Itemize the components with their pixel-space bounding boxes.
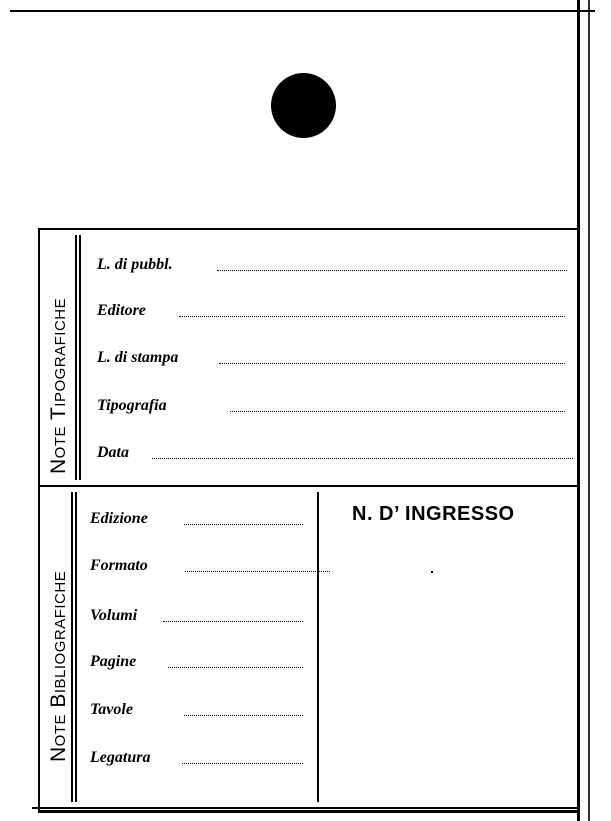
field-label: L. di pubbl.	[97, 256, 173, 273]
numero-ingresso-heading: N. D’ INGRESSO	[352, 503, 515, 525]
field-label: Tavole	[90, 701, 133, 718]
field-luogo-pubblicazione[interactable]	[97, 253, 567, 277]
note-bibliografiche-label: Note Bibliografiche	[47, 570, 70, 762]
field-line[interactable]	[219, 363, 565, 364]
field-editore[interactable]	[97, 299, 565, 323]
field-label: Volumi	[90, 607, 138, 624]
field-line[interactable]	[163, 621, 303, 622]
label-column-rule-top-inner	[79, 235, 81, 480]
field-tipografia[interactable]	[97, 394, 565, 418]
field-data[interactable]	[97, 441, 573, 465]
ingresso-divider	[317, 492, 319, 802]
section-divider	[38, 485, 578, 487]
label-column-rule-bottom-inner	[75, 492, 77, 802]
field-label: Tipografia	[97, 397, 167, 414]
field-line[interactable]	[179, 316, 565, 317]
field-line[interactable]	[185, 571, 330, 572]
field-label: Editore	[97, 302, 146, 319]
field-line[interactable]	[184, 715, 303, 716]
field-volumi[interactable]	[90, 604, 303, 628]
bottom-border	[32, 807, 578, 809]
field-line[interactable]	[230, 411, 565, 412]
note-tipografiche-label: Note Tipografiche	[47, 297, 70, 474]
field-line[interactable]	[184, 524, 303, 525]
field-line[interactable]	[168, 667, 303, 668]
field-line[interactable]	[182, 763, 303, 764]
label-column-rule-bottom	[71, 492, 73, 802]
field-label: Data	[97, 444, 129, 461]
ink-speck	[431, 571, 433, 573]
top-border	[10, 10, 595, 12]
field-luogo-stampa[interactable]	[97, 346, 565, 370]
field-legatura[interactable]	[90, 746, 303, 770]
field-edizione[interactable]	[90, 507, 303, 531]
field-label: Formato	[90, 557, 148, 574]
field-label: Legatura	[90, 749, 151, 766]
field-formato[interactable]	[90, 554, 331, 578]
punch-hole	[271, 73, 336, 138]
field-pagine[interactable]	[90, 650, 303, 674]
field-label: L. di stampa	[97, 349, 179, 366]
right-border-outer	[588, 0, 590, 821]
field-tavole[interactable]	[90, 698, 303, 722]
label-column-rule-top	[75, 235, 77, 480]
field-line[interactable]	[152, 458, 573, 459]
field-line[interactable]	[217, 270, 567, 271]
field-label: Pagine	[90, 653, 137, 670]
field-label: Edizione	[90, 510, 148, 527]
